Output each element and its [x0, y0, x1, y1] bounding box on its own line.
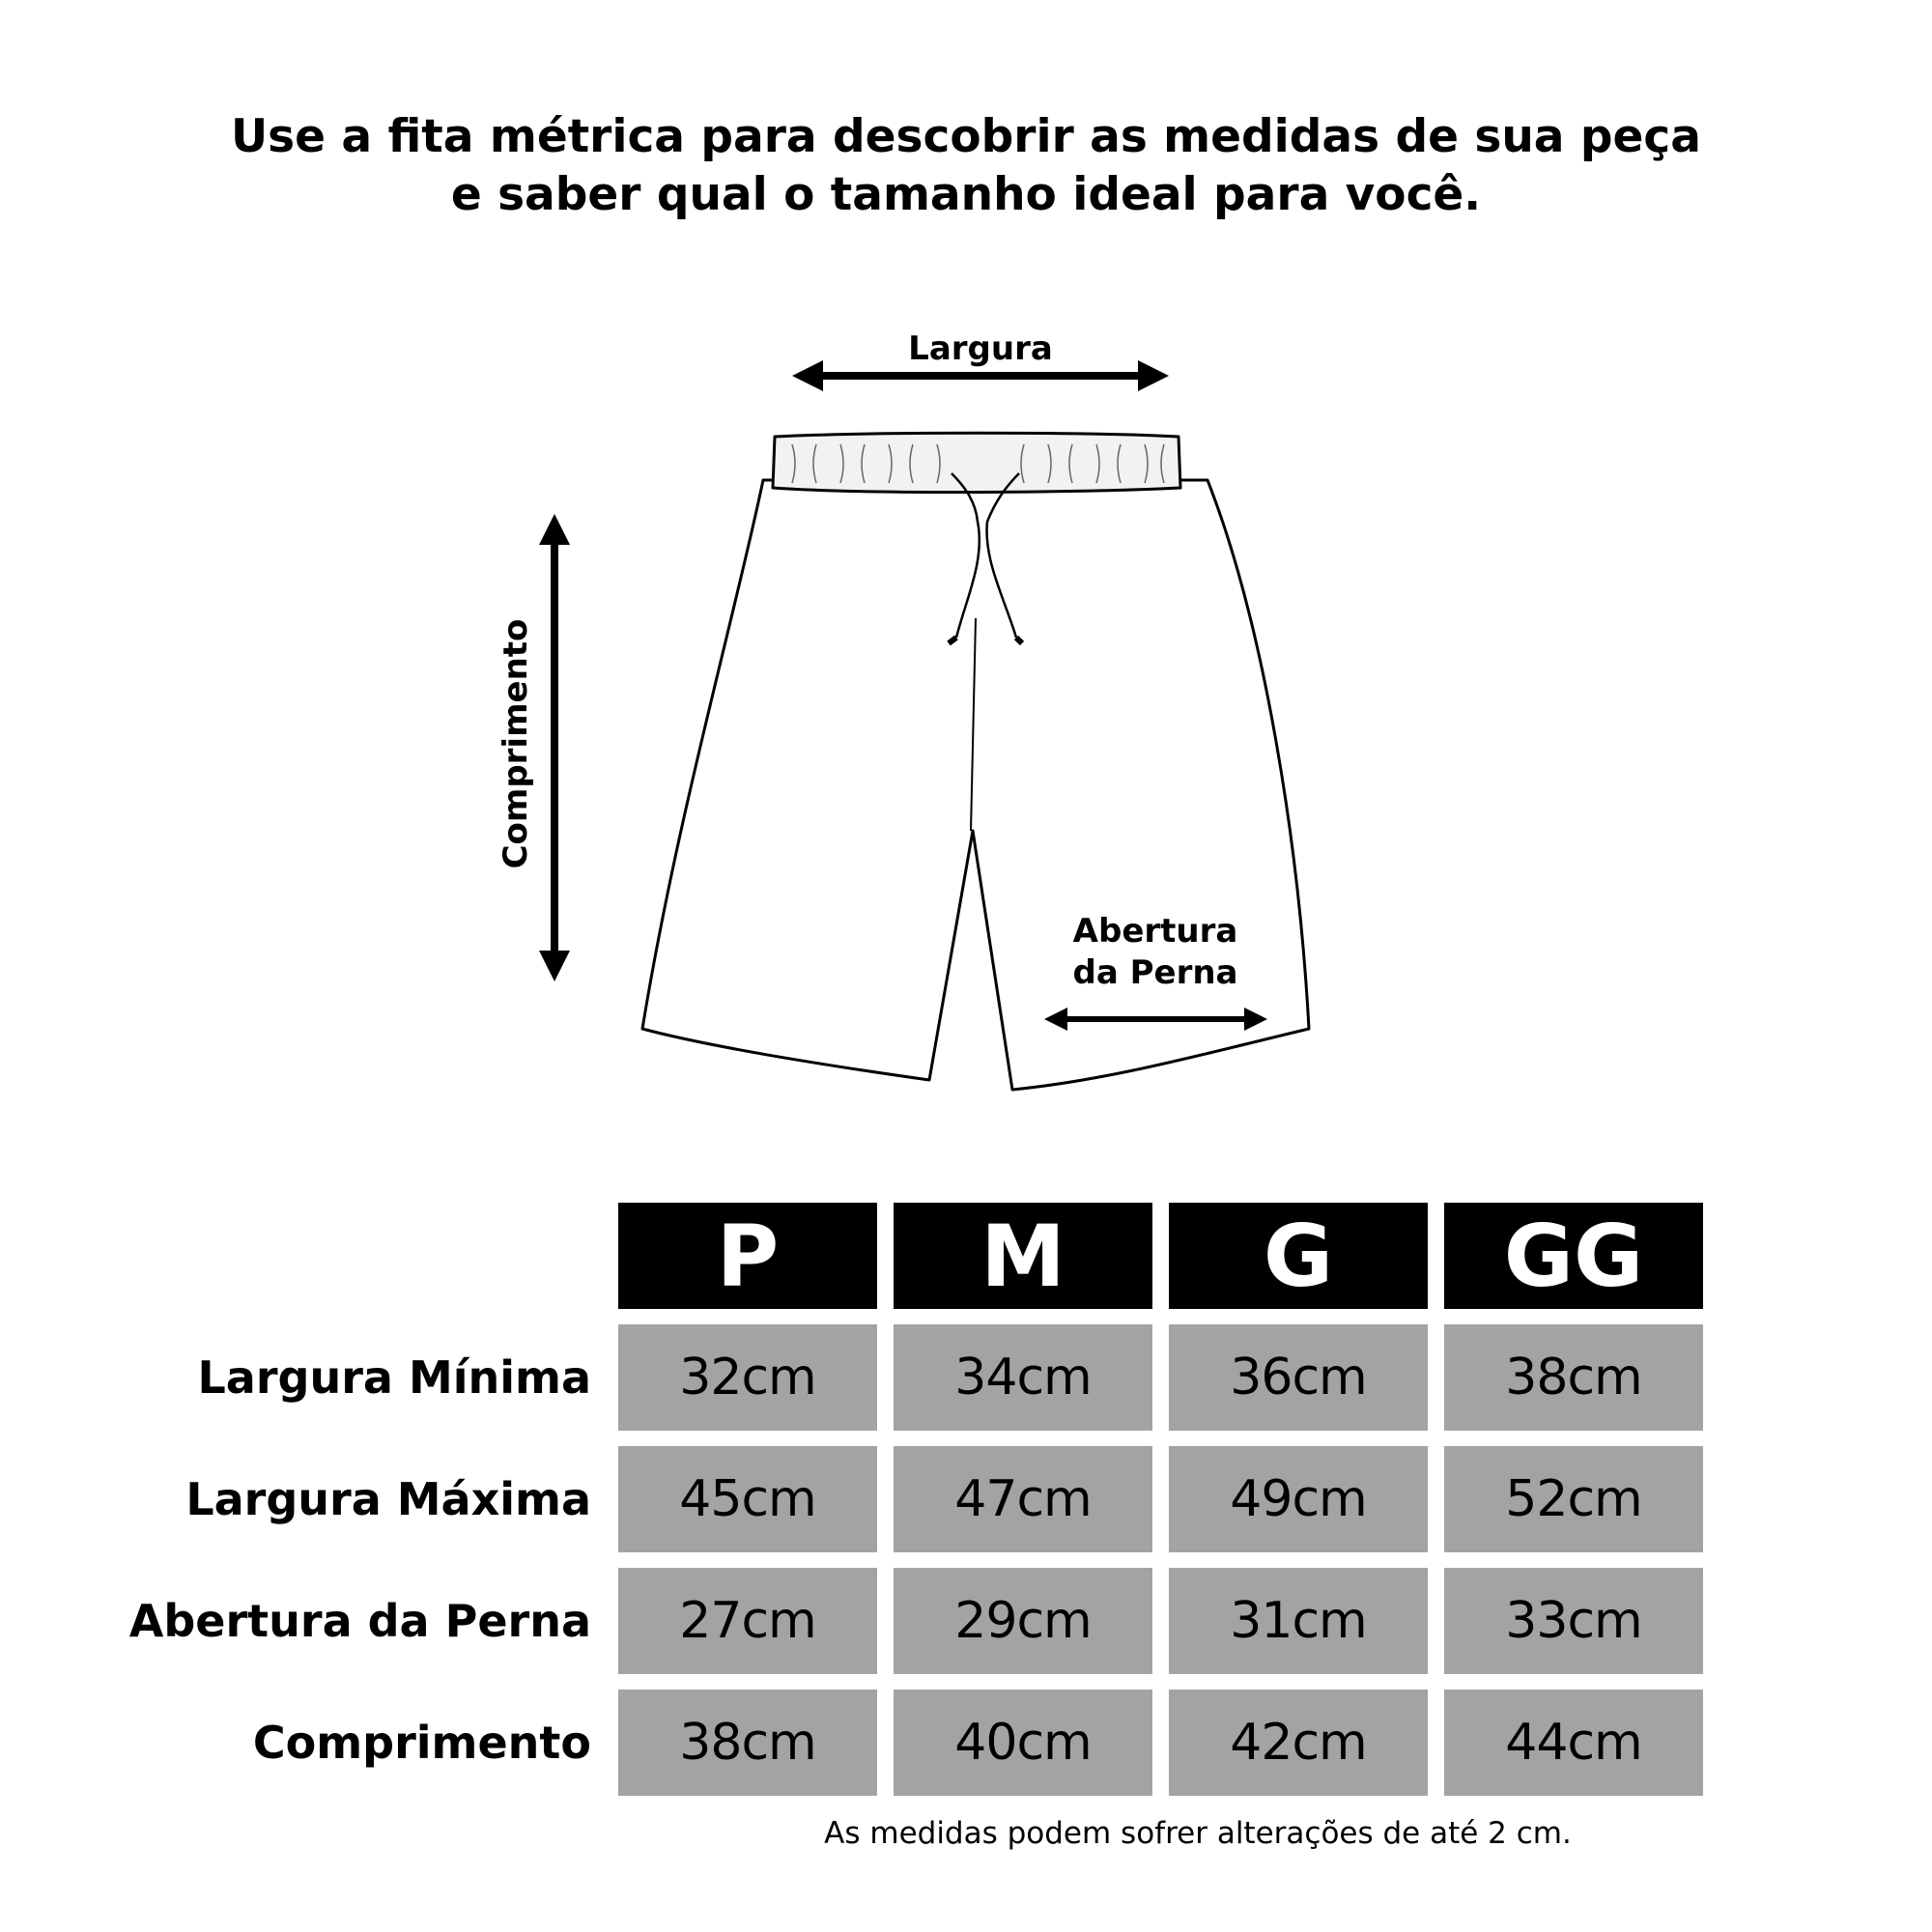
- size-header-g: G: [1169, 1203, 1428, 1309]
- cell-abertura-gg: 33cm: [1444, 1568, 1703, 1674]
- row-label-largura-maxima: Largura Máxima: [185, 1473, 591, 1525]
- comprimento-label: Comprimento: [497, 618, 535, 869]
- row-label-comprimento: Comprimento: [252, 1717, 591, 1769]
- size-header-p: P: [618, 1203, 877, 1309]
- cell-largura-minima-p: 32cm: [618, 1324, 877, 1431]
- row-label-abertura-da-perna: Abertura da Perna: [128, 1595, 591, 1647]
- abertura-label-line2: da Perna: [1072, 953, 1238, 992]
- cell-largura-maxima-p: 45cm: [618, 1446, 877, 1552]
- cell-abertura-p: 27cm: [618, 1568, 877, 1674]
- cell-comprimento-gg: 44cm: [1444, 1690, 1703, 1796]
- abertura-label-line1: Abertura: [1072, 912, 1238, 951]
- cell-largura-minima-m: 34cm: [894, 1324, 1152, 1431]
- largura-label: Largura: [908, 329, 1053, 368]
- cell-comprimento-g: 42cm: [1169, 1690, 1428, 1796]
- row-label-largura-minima: Largura Mínima: [197, 1351, 591, 1404]
- cell-comprimento-m: 40cm: [894, 1690, 1152, 1796]
- cell-largura-minima-g: 36cm: [1169, 1324, 1428, 1431]
- size-header-gg: GG: [1444, 1203, 1703, 1309]
- size-table: [618, 1203, 1703, 1796]
- cell-abertura-m: 29cm: [894, 1568, 1152, 1674]
- waistband: [773, 433, 1180, 492]
- cell-largura-minima-gg: 38cm: [1444, 1324, 1703, 1431]
- size-header-m: M: [894, 1203, 1152, 1309]
- cell-largura-maxima-g: 49cm: [1169, 1446, 1428, 1552]
- cell-largura-maxima-m: 47cm: [894, 1446, 1152, 1552]
- cell-abertura-g: 31cm: [1169, 1568, 1428, 1674]
- intro-line-1: Use a fita métrica para descobrir as medidas de sua peça: [231, 110, 1701, 163]
- cell-largura-maxima-gg: 52cm: [1444, 1446, 1703, 1552]
- measurement-note: As medidas podem sofrer alterações de até 2 cm.: [824, 1816, 1572, 1851]
- cell-comprimento-p: 38cm: [618, 1690, 877, 1796]
- intro-line-2: e saber qual o tamanho ideal para você.: [450, 168, 1482, 221]
